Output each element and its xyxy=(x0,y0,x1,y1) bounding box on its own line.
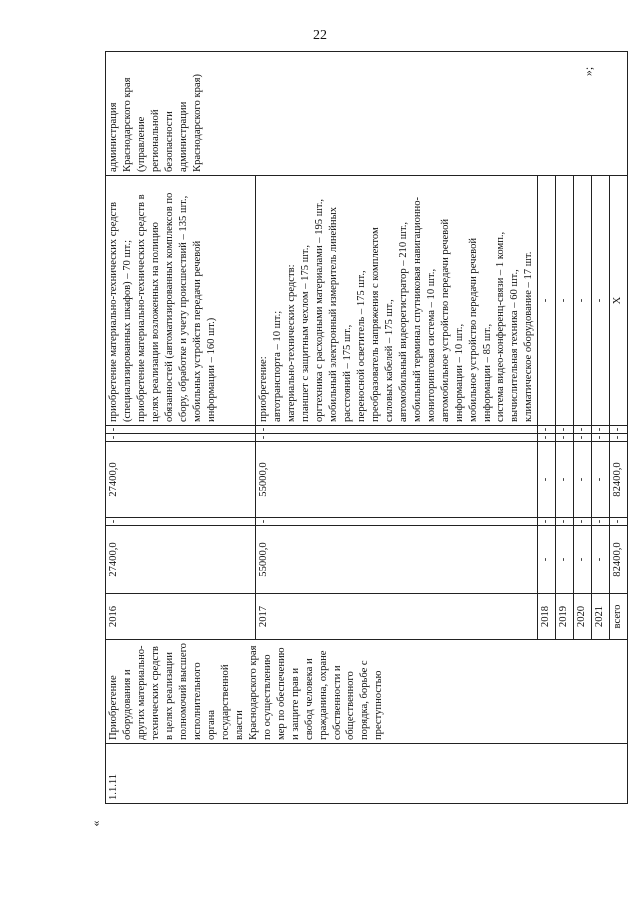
closing-quote-mark: »; xyxy=(581,66,596,77)
dash-cell: - xyxy=(106,518,256,526)
result-line: информации – 10 шт., xyxy=(453,323,465,422)
result-line: информации – 85 шт., xyxy=(481,323,493,422)
year-cell: 2016 xyxy=(106,594,256,640)
program-table xyxy=(105,60,624,804)
result-line: переносной осветитель – 175 шт., xyxy=(355,270,367,422)
result-line: приобретение материально-технических средств xyxy=(108,202,119,422)
dash-cell: - xyxy=(256,426,538,434)
result-line: обязанностей (автоматизированных комплексов по xyxy=(163,192,175,422)
result-line: материально-технических средств: xyxy=(285,264,297,422)
result-line: планшет с защитным чехлом – 175 шт., xyxy=(299,245,311,422)
total-cell: 55000,0 xyxy=(256,526,538,594)
dash-cell: - xyxy=(538,518,556,526)
year-cell: 2019 xyxy=(556,594,574,640)
dash-cell: - xyxy=(610,426,628,434)
dash-cell: - xyxy=(556,518,574,526)
result-line: мониторинговая система – 10 шт., xyxy=(425,268,437,422)
dash-cell: - xyxy=(592,426,610,434)
result-line: преобразователь напряжения с комплектом xyxy=(369,227,381,422)
dash-cell: - xyxy=(538,434,556,442)
dash-cell: - xyxy=(538,426,556,434)
result-cell: - xyxy=(538,176,556,426)
result-cell: X xyxy=(610,176,628,426)
result-line: мобильных устройств передачи речевой xyxy=(191,240,203,422)
result-cell: - xyxy=(592,176,610,426)
opening-quote-mark: « xyxy=(88,820,103,827)
total-cell: 27400,0 xyxy=(106,526,256,594)
result-line: система видео-конференц-связи – 1 комп., xyxy=(495,231,507,422)
result-line: автомобильное устройство передачи речевой xyxy=(439,218,451,422)
dash-cell: - xyxy=(574,434,592,442)
activity-name: Приобретение оборудования и других материально-технических средств в целях реализации полномочий высшего исполнительного органа государственной власти Краснодарского края по осуществлению мер по обеспечению и защите прав и свобод человека и гражданина, охране собственности и общественного порядка, борьбе с преступностью xyxy=(106,640,628,744)
result-cell xyxy=(106,176,256,426)
dash-cell: - xyxy=(592,434,610,442)
result-line: сбору, обработке и учету происшествий – 135 шт., xyxy=(177,195,189,422)
regional-budget-cell: - xyxy=(574,442,592,518)
dash-cell: - xyxy=(592,518,610,526)
executor-cell: администрация Краснодарского края (управление региональной безопасности администрации Краснодарского края) xyxy=(106,52,628,176)
result-line: целях реализации возложенных на полицию xyxy=(149,222,161,422)
result-line: мобильный терминал спутниковая навигационно- xyxy=(411,196,423,422)
total-cell: - xyxy=(556,526,574,594)
result-line: силовых кабелей – 175 шт., xyxy=(383,299,395,422)
dash-cell: - xyxy=(256,518,538,526)
activity-number: 1.1.11 xyxy=(106,744,628,804)
result-line: приобретение: xyxy=(258,356,269,422)
result-line: автотранспорта – 10 шт.; xyxy=(271,310,283,422)
result-line: информации – 160 шт.) xyxy=(205,317,217,422)
year-cell: 2021 xyxy=(592,594,610,640)
year-cell: 2017 xyxy=(256,594,538,640)
result-line: (специализированных шкафов) – 70 шт.; xyxy=(121,239,133,422)
regional-budget-cell: 82400,0 xyxy=(610,442,628,518)
result-line: климатическое оборудование – 17 шт. xyxy=(523,251,535,422)
table-row-2016 xyxy=(106,52,256,804)
regional-budget-cell: 27400,0 xyxy=(106,442,256,518)
dash-cell: - xyxy=(556,426,574,434)
total-cell: - xyxy=(574,526,592,594)
regional-budget-cell: 55000,0 xyxy=(256,442,538,518)
dash-cell: - xyxy=(556,434,574,442)
page-number: 22 xyxy=(313,28,327,43)
dash-cell: - xyxy=(106,426,256,434)
result-line: автомобильный видеорегистратор – 210 шт., xyxy=(397,221,409,422)
total-cell: - xyxy=(592,526,610,594)
regional-budget-cell: - xyxy=(538,442,556,518)
result-cell: - xyxy=(556,176,574,426)
year-cell: 2018 xyxy=(538,594,556,640)
dash-cell: - xyxy=(610,434,628,442)
year-cell: всего xyxy=(610,594,628,640)
dash-cell: - xyxy=(574,426,592,434)
regional-budget-cell: - xyxy=(556,442,574,518)
result-cell xyxy=(256,176,538,426)
result-cell: - xyxy=(574,176,592,426)
total-cell: 82400,0 xyxy=(610,526,628,594)
activity-table xyxy=(105,51,628,804)
year-cell: 2020 xyxy=(574,594,592,640)
dash-cell: - xyxy=(106,434,256,442)
total-cell: - xyxy=(538,526,556,594)
dash-cell: - xyxy=(574,518,592,526)
regional-budget-cell: - xyxy=(592,442,610,518)
result-line: мобильное устройство передачи речевой xyxy=(467,237,479,422)
dash-cell: - xyxy=(256,434,538,442)
result-line: оргтехника с расходными материалами – 195 шт., xyxy=(313,198,325,422)
result-line: вычислительная техника – 60 шт., xyxy=(509,269,521,422)
dash-cell: - xyxy=(610,518,628,526)
result-line: приобретение материально-технических средств в xyxy=(135,194,147,422)
result-line: мобильный электронный измеритель линейных xyxy=(327,206,339,422)
result-line: расстояний – 175 шт., xyxy=(341,324,353,422)
